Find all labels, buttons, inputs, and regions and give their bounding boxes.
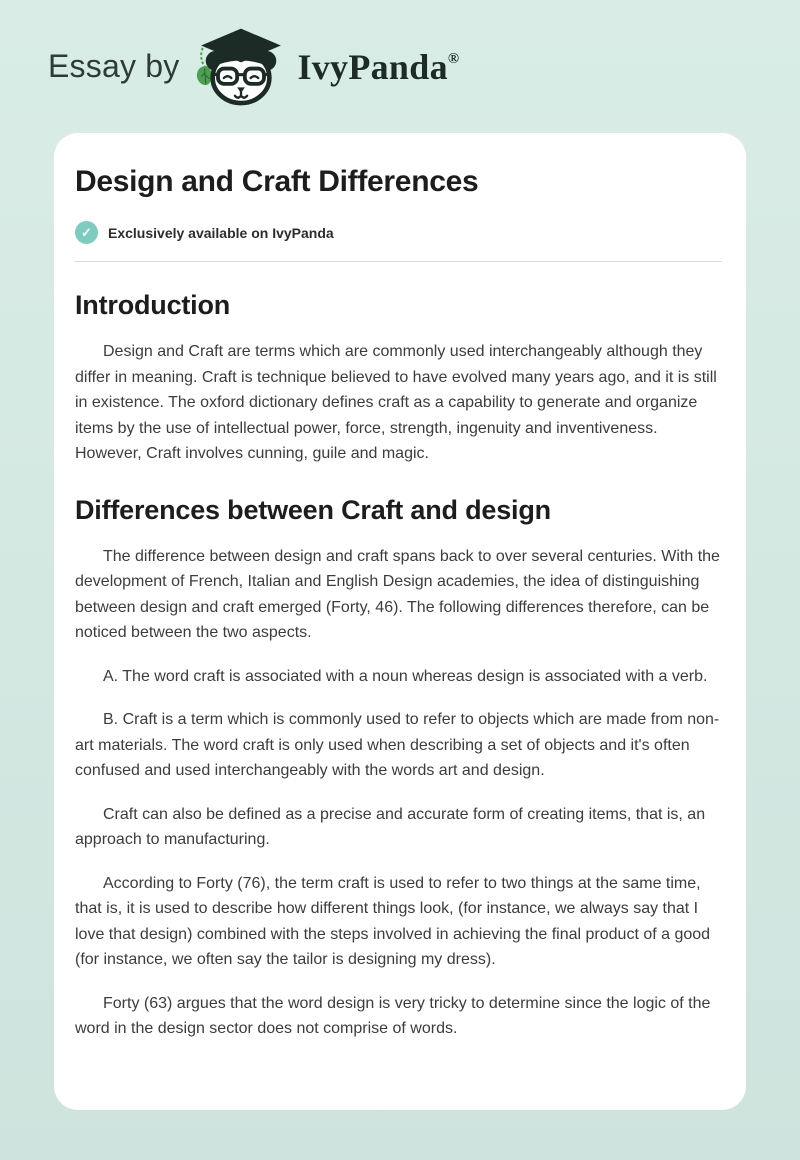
site-header bbox=[0, 0, 800, 133]
section-heading-introduction: Introduction bbox=[75, 290, 231, 320]
essay-title: Design and Craft Differences bbox=[75, 165, 479, 198]
graduate-panda-icon bbox=[195, 27, 287, 107]
essay-paragraph: The difference between design and craft spans back to over several centuries. With the development of French, Italian and English Design academies, the idea of distinguishing between design and craft emerged (Forty, 46). The following differences therefore, can be noticed between the two aspects. bbox=[75, 547, 720, 641]
registered-trademark-mark: ® bbox=[447, 50, 460, 67]
exclusive-badge-label: Exclusively available on IvyPanda bbox=[108, 224, 334, 241]
brand-name bbox=[297, 46, 459, 88]
essay-paragraph: A. The word craft is associated with a noun whereas design is associated with a verb. bbox=[103, 667, 708, 685]
essay-by-label: Essay by bbox=[48, 48, 180, 84]
essay-paragraph: B. Craft is a term which is commonly used to refer to objects which are made from non-art materials. The word craft is only used when describing a set of objects and it's often confused and used interchangeably with the words art and design. bbox=[75, 711, 720, 779]
exclusive-badge bbox=[75, 221, 722, 244]
essay-card bbox=[54, 133, 746, 1110]
essay-paragraph: Forty (63) argues that the word design is very tricky to determine since the logic of the word in the design sector does not comprise of words. bbox=[75, 994, 711, 1037]
section-heading-differences: Differences between Craft and design bbox=[75, 494, 551, 525]
essay-paragraph: Design and Craft are terms which are commonly used interchangeably although they differ in meaning. Craft is technique believed to have evolved many years ago, and it is still in existence. The oxford dictionary defines craft as a capability to generate and organize items by the use of intellectual power, force, strength, ingenuity and inventiveness. However, Craft involves cunning, guile and magic. bbox=[75, 343, 717, 462]
check-circle-icon: ✓ bbox=[75, 221, 98, 244]
brand-text: IvyPanda bbox=[297, 46, 448, 87]
essay-paragraph: Craft can also be defined as a precise and accurate form of creating items, that is, an approach to manufacturing. bbox=[75, 805, 706, 848]
divider bbox=[75, 261, 722, 262]
essay-paragraph: According to Forty (76), the term craft is used to refer to two things at the same time, that is, it is used to describe how different things look, (for instance, we always say that I love that design) combined with the steps involved in achieving the final product of a good (for instance, we often say the tailor is designing my dress). bbox=[75, 874, 711, 968]
